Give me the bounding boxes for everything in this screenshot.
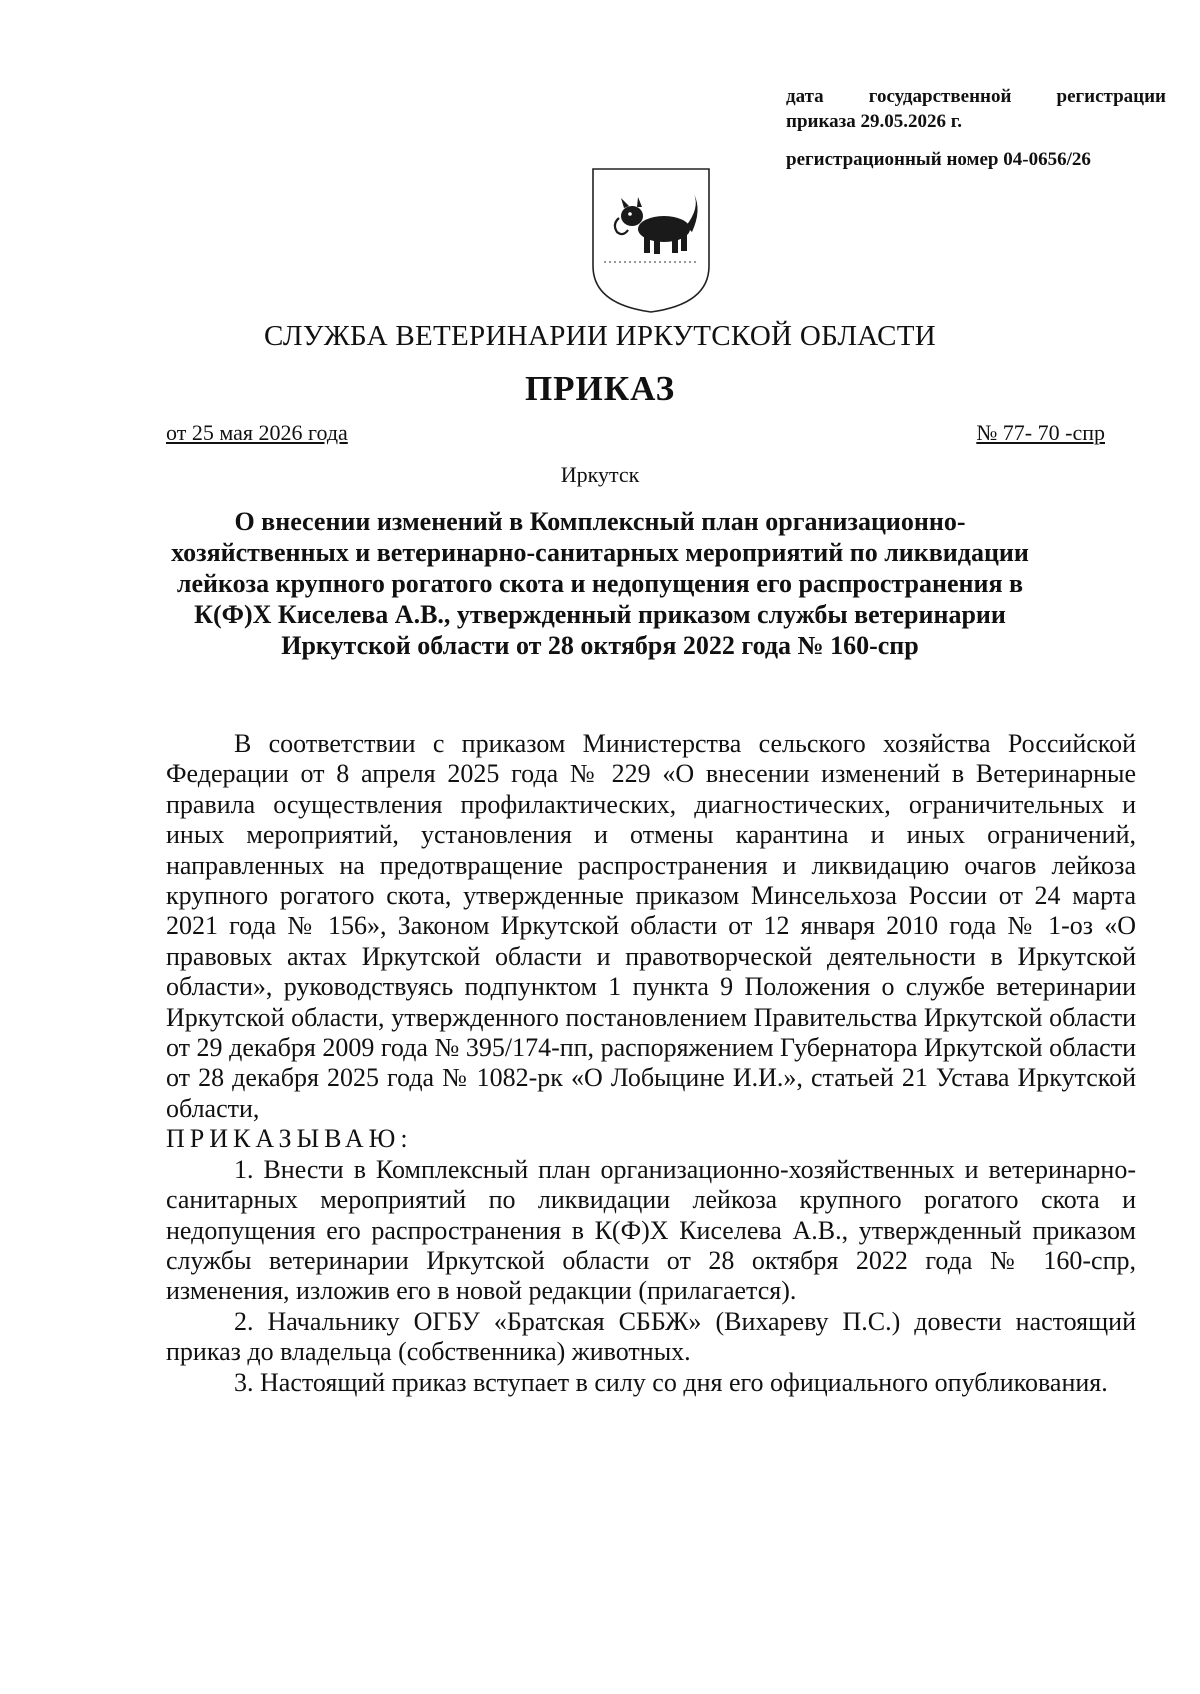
- document-type: ПРИКАЗ: [524, 369, 676, 408]
- order-item-3: 3. Настоящий приказ вступает в силу со дня его официального опубликования.: [234, 1367, 1108, 1397]
- irkutsk-coat-of-arms-icon: [590, 166, 712, 314]
- registration-date-line-1: дата государственной регистрации: [786, 86, 1166, 107]
- document-date: от 25 мая 2026 года: [166, 420, 348, 445]
- order-item-2: 2. Начальнику ОГБУ «Братская СББЖ» (Вихареву П.С.) довести настоящий приказ до владельца (собственника) животных.: [166, 1306, 1136, 1367]
- document-body: [166, 729, 1136, 1398]
- document-number: № 77- 70 -спр: [976, 420, 1105, 445]
- registration-date-line-2: приказа 29.05.2026 г.: [786, 111, 962, 132]
- registration-stamp: [786, 84, 1166, 172]
- registration-number: регистрационный номер 04-0656/26: [786, 149, 1091, 170]
- organization-name: СЛУЖБА ВЕТЕРИНАРИИ ИРКУТСКОЙ ОБЛАСТИ: [264, 320, 936, 352]
- document-city: Иркутск: [560, 462, 640, 487]
- order-word: ПРИКАЗЫВАЮ:: [166, 1124, 413, 1154]
- document-title: О внесении изменений в Комплексный план организационно-хозяйственных и ветеринарно-санитарных мероприятий по ликвидации лейкоза крупного рогатого скота и недопущения его распространения в К(Ф)Х Киселева А.В., утвержденный приказом службы ветеринарии Иркутской области от 28 октября 2022 года № 160-спр: [171, 507, 1029, 660]
- preamble-paragraph: В соответствии с приказом Министерства сельского хозяйства Российской Федерации от 8 апреля 2025 года № 229 «О внесении изменений в Ветеринарные правила осуществления профилактических, диагностических, ограничительных и иных мероприятий, установления и отмены карантина и иных ограничений, направленных на предотвращение распространения и ликвидацию очагов лейкоза крупного рогатого скота, утвержденные приказом Минсельхоза России от 24 марта 2021 года № 156», Законом Иркутской области от 12 января 2010 года № 1-оз «О правовых актах Иркутской области и правотворческой деятельности в Иркутской области», руководствуясь подпунктом 1 пункта 9 Положения о службе ветеринарии Иркутской области, утвержденного постановлением Правительства Иркутской области от 29 декабря 2009 года № 395/174-пп, распоряжением Губернатора Иркутской области от 28 декабря 2025 года № 1082-рк «О Лобыцине И.И.», статьей 21 Устава Иркутской области,: [166, 729, 1136, 1123]
- order-item-1: 1. Внести в Комплексный план организационно-хозяйственных и ветеринарно-санитарных мероприятий по ликвидации лейкоза крупного рогатого скота и недопущения его распространения в К(Ф)Х Киселева А.В., утвержденный приказом службы ветеринарии Иркутской области от 28 октября 2022 года № 160-спр, изменения, изложив его в новой редакции (прилагается).: [166, 1154, 1136, 1306]
